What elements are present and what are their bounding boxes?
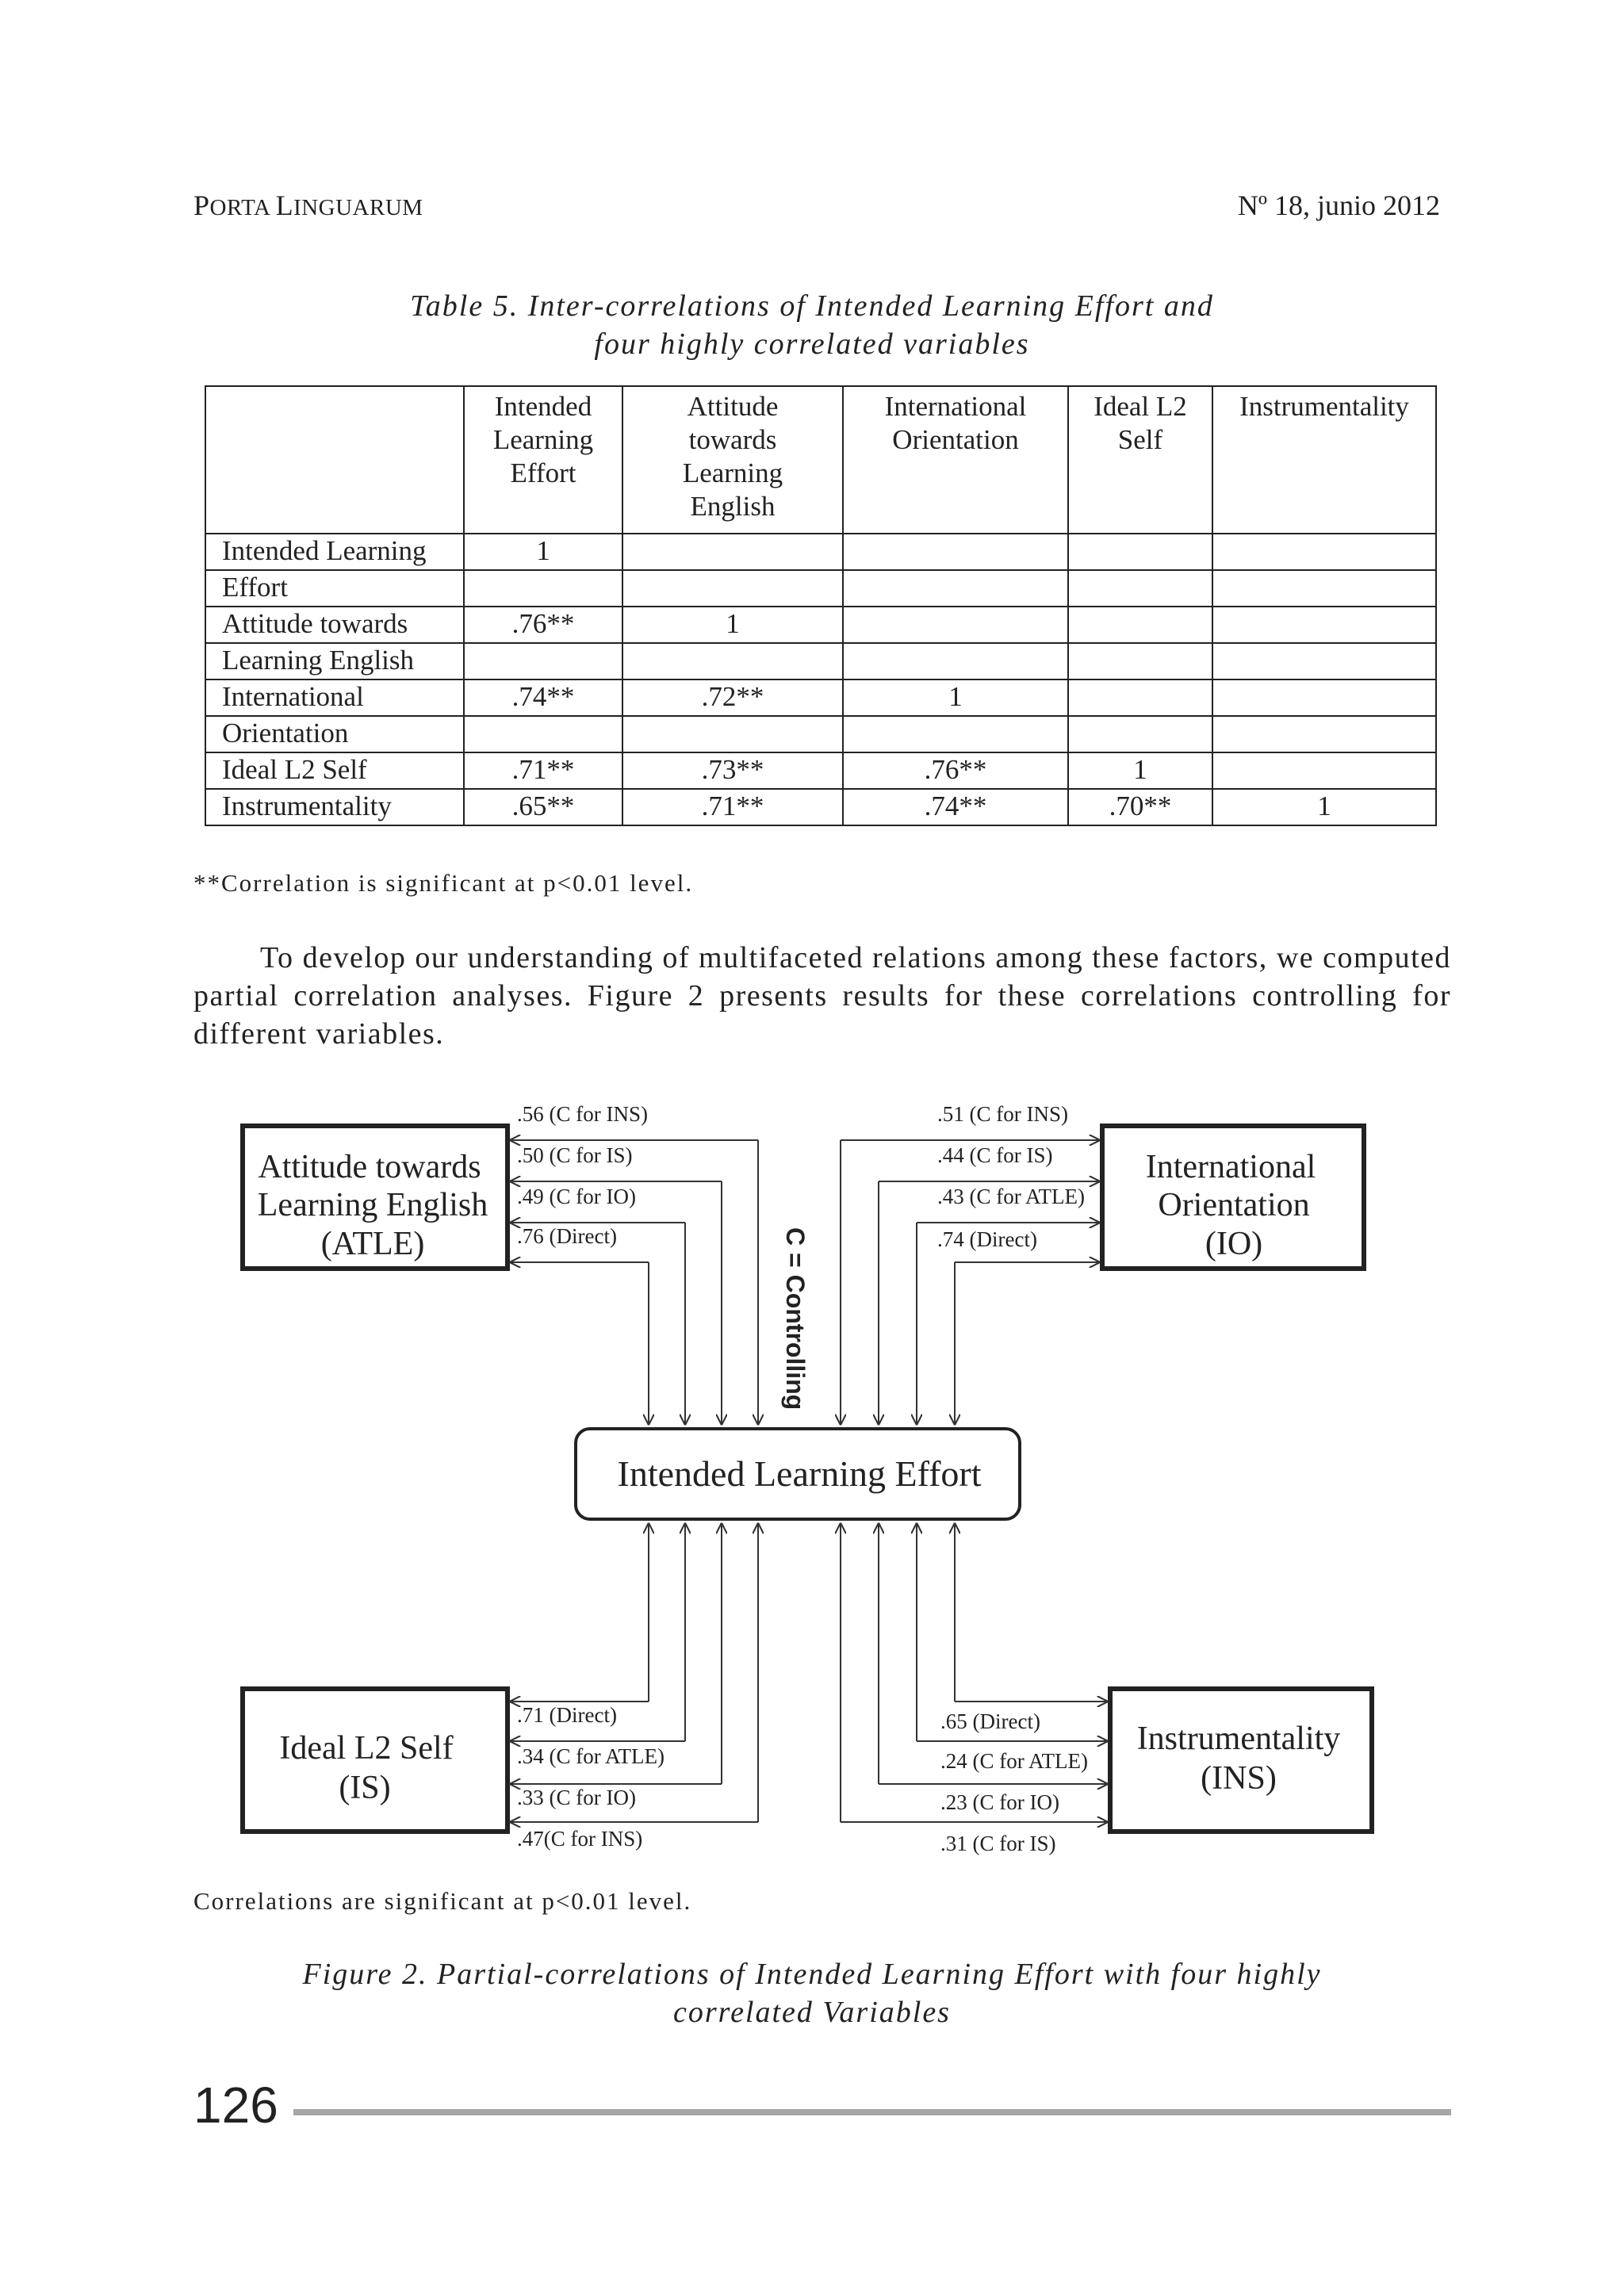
is-box-line-1: Ideal L2 Self (279, 1730, 454, 1767)
center-box-label: Intended Learning Effort (617, 1453, 982, 1494)
table-cell: .65** (464, 789, 622, 825)
table-cell: 1 (622, 607, 843, 643)
is-label-io: .33 (C for IO) (517, 1786, 636, 1809)
atle-label-direct: .76 (Direct) (517, 1224, 617, 1248)
is-label-direct: .71 (Direct) (517, 1703, 617, 1727)
table-cell: .70** (1068, 789, 1212, 825)
is-box-line-2: (IS) (339, 1770, 391, 1806)
io-box-line-3: (IO) (1205, 1226, 1263, 1262)
io-label-is: .44 (C for IS) (937, 1143, 1053, 1167)
page-number: 126 (193, 2077, 278, 2134)
atle-label-is: .50 (C for IS) (517, 1143, 633, 1167)
row-label: Effort (205, 570, 464, 607)
table-cell: .73** (622, 752, 843, 789)
running-head-issue: Nº 18, junio 2012 (1237, 189, 1440, 221)
atle-box-line-1: Attitude towards (258, 1149, 481, 1185)
figure-caption (193, 1955, 1431, 2031)
ins-box-line-2: (INS) (1201, 1760, 1277, 1797)
atle-box-line-2: Learning English (257, 1187, 488, 1223)
io-box-line-1: International (1145, 1149, 1316, 1185)
atle-box-line-3: (ATLE) (320, 1226, 425, 1262)
io-label-direct: .74 (Direct) (937, 1227, 1037, 1251)
row-label: Ideal L2 Self (205, 752, 464, 789)
io-label-atle: .43 (C for ATLE) (937, 1185, 1085, 1208)
column-header: International Orientation (843, 386, 1068, 534)
row-label: Intended Learning (205, 534, 464, 570)
footer-rule (293, 2109, 1451, 2115)
io-label-ins: .51 (C for INS) (937, 1102, 1068, 1126)
ins-label-io: .23 (C for IO) (940, 1790, 1059, 1814)
row-label: Instrumentality (205, 789, 464, 825)
atle-label-io: .49 (C for IO) (517, 1185, 636, 1208)
table-cell: 1 (1068, 752, 1212, 789)
table-cell: .72** (622, 679, 843, 716)
table-cell: .76** (843, 752, 1068, 789)
table-cell: .76** (464, 607, 622, 643)
row-label: Attitude towards (205, 607, 464, 643)
running-head-journal: PORTA LINGUARUM (193, 189, 423, 221)
ins-label-atle: .24 (C for ATLE) (940, 1749, 1088, 1773)
table-cell: .71** (622, 789, 843, 825)
table-cell: .74** (843, 789, 1068, 825)
ins-label-is: .31 (C for IS) (940, 1832, 1056, 1855)
ins-box-line-1: Instrumentality (1136, 1721, 1341, 1757)
table-caption-line-1: Table 5. Inter-correlations of Intended Learning Effort and (410, 289, 1214, 323)
column-header: Attitude towards Learning English (622, 386, 843, 534)
table-caption-line-2: four highly correlated variables (594, 327, 1030, 361)
row-label: Orientation (205, 716, 464, 752)
row-label: International (205, 679, 464, 716)
row-label: Learning English (205, 643, 464, 679)
table-cell: 1 (464, 534, 622, 570)
figure-caption-line-1: Figure 2. Partial-correlations of Intended Learning Effort with four highly (302, 1958, 1322, 1991)
ins-label-direct: .65 (Direct) (940, 1709, 1040, 1733)
table-cell: .74** (464, 679, 622, 716)
column-header: Intended Learning Effort (464, 386, 622, 534)
is-label-ins: .47(C for INS) (517, 1827, 643, 1851)
atle-label-ins: .56 (C for INS) (517, 1102, 648, 1126)
table-cell: 1 (843, 679, 1068, 716)
figure-caption-line-2: correlated Variables (673, 1996, 951, 2029)
io-box-line-2: Orientation (1158, 1187, 1310, 1223)
table-cell: 1 (1212, 789, 1436, 825)
column-header: Ideal L2 Self (1068, 386, 1212, 534)
table-cell: .71** (464, 752, 622, 789)
is-label-atle: .34 (C for ATLE) (517, 1744, 665, 1768)
table-note: **Correlation is significant at p<0.01 level. (193, 869, 694, 897)
figure-note: Correlations are significant at p<0.01 level. (193, 1887, 692, 1915)
column-header: Instrumentality (1212, 386, 1436, 534)
body-paragraph: To develop our understanding of multifaceted relations among these factors, we computed partial correlation analyses. Figure 2 presents results for these correlations controlling for different variables. (193, 941, 1451, 1051)
controlling-label: C = Controlling (781, 1227, 810, 1411)
